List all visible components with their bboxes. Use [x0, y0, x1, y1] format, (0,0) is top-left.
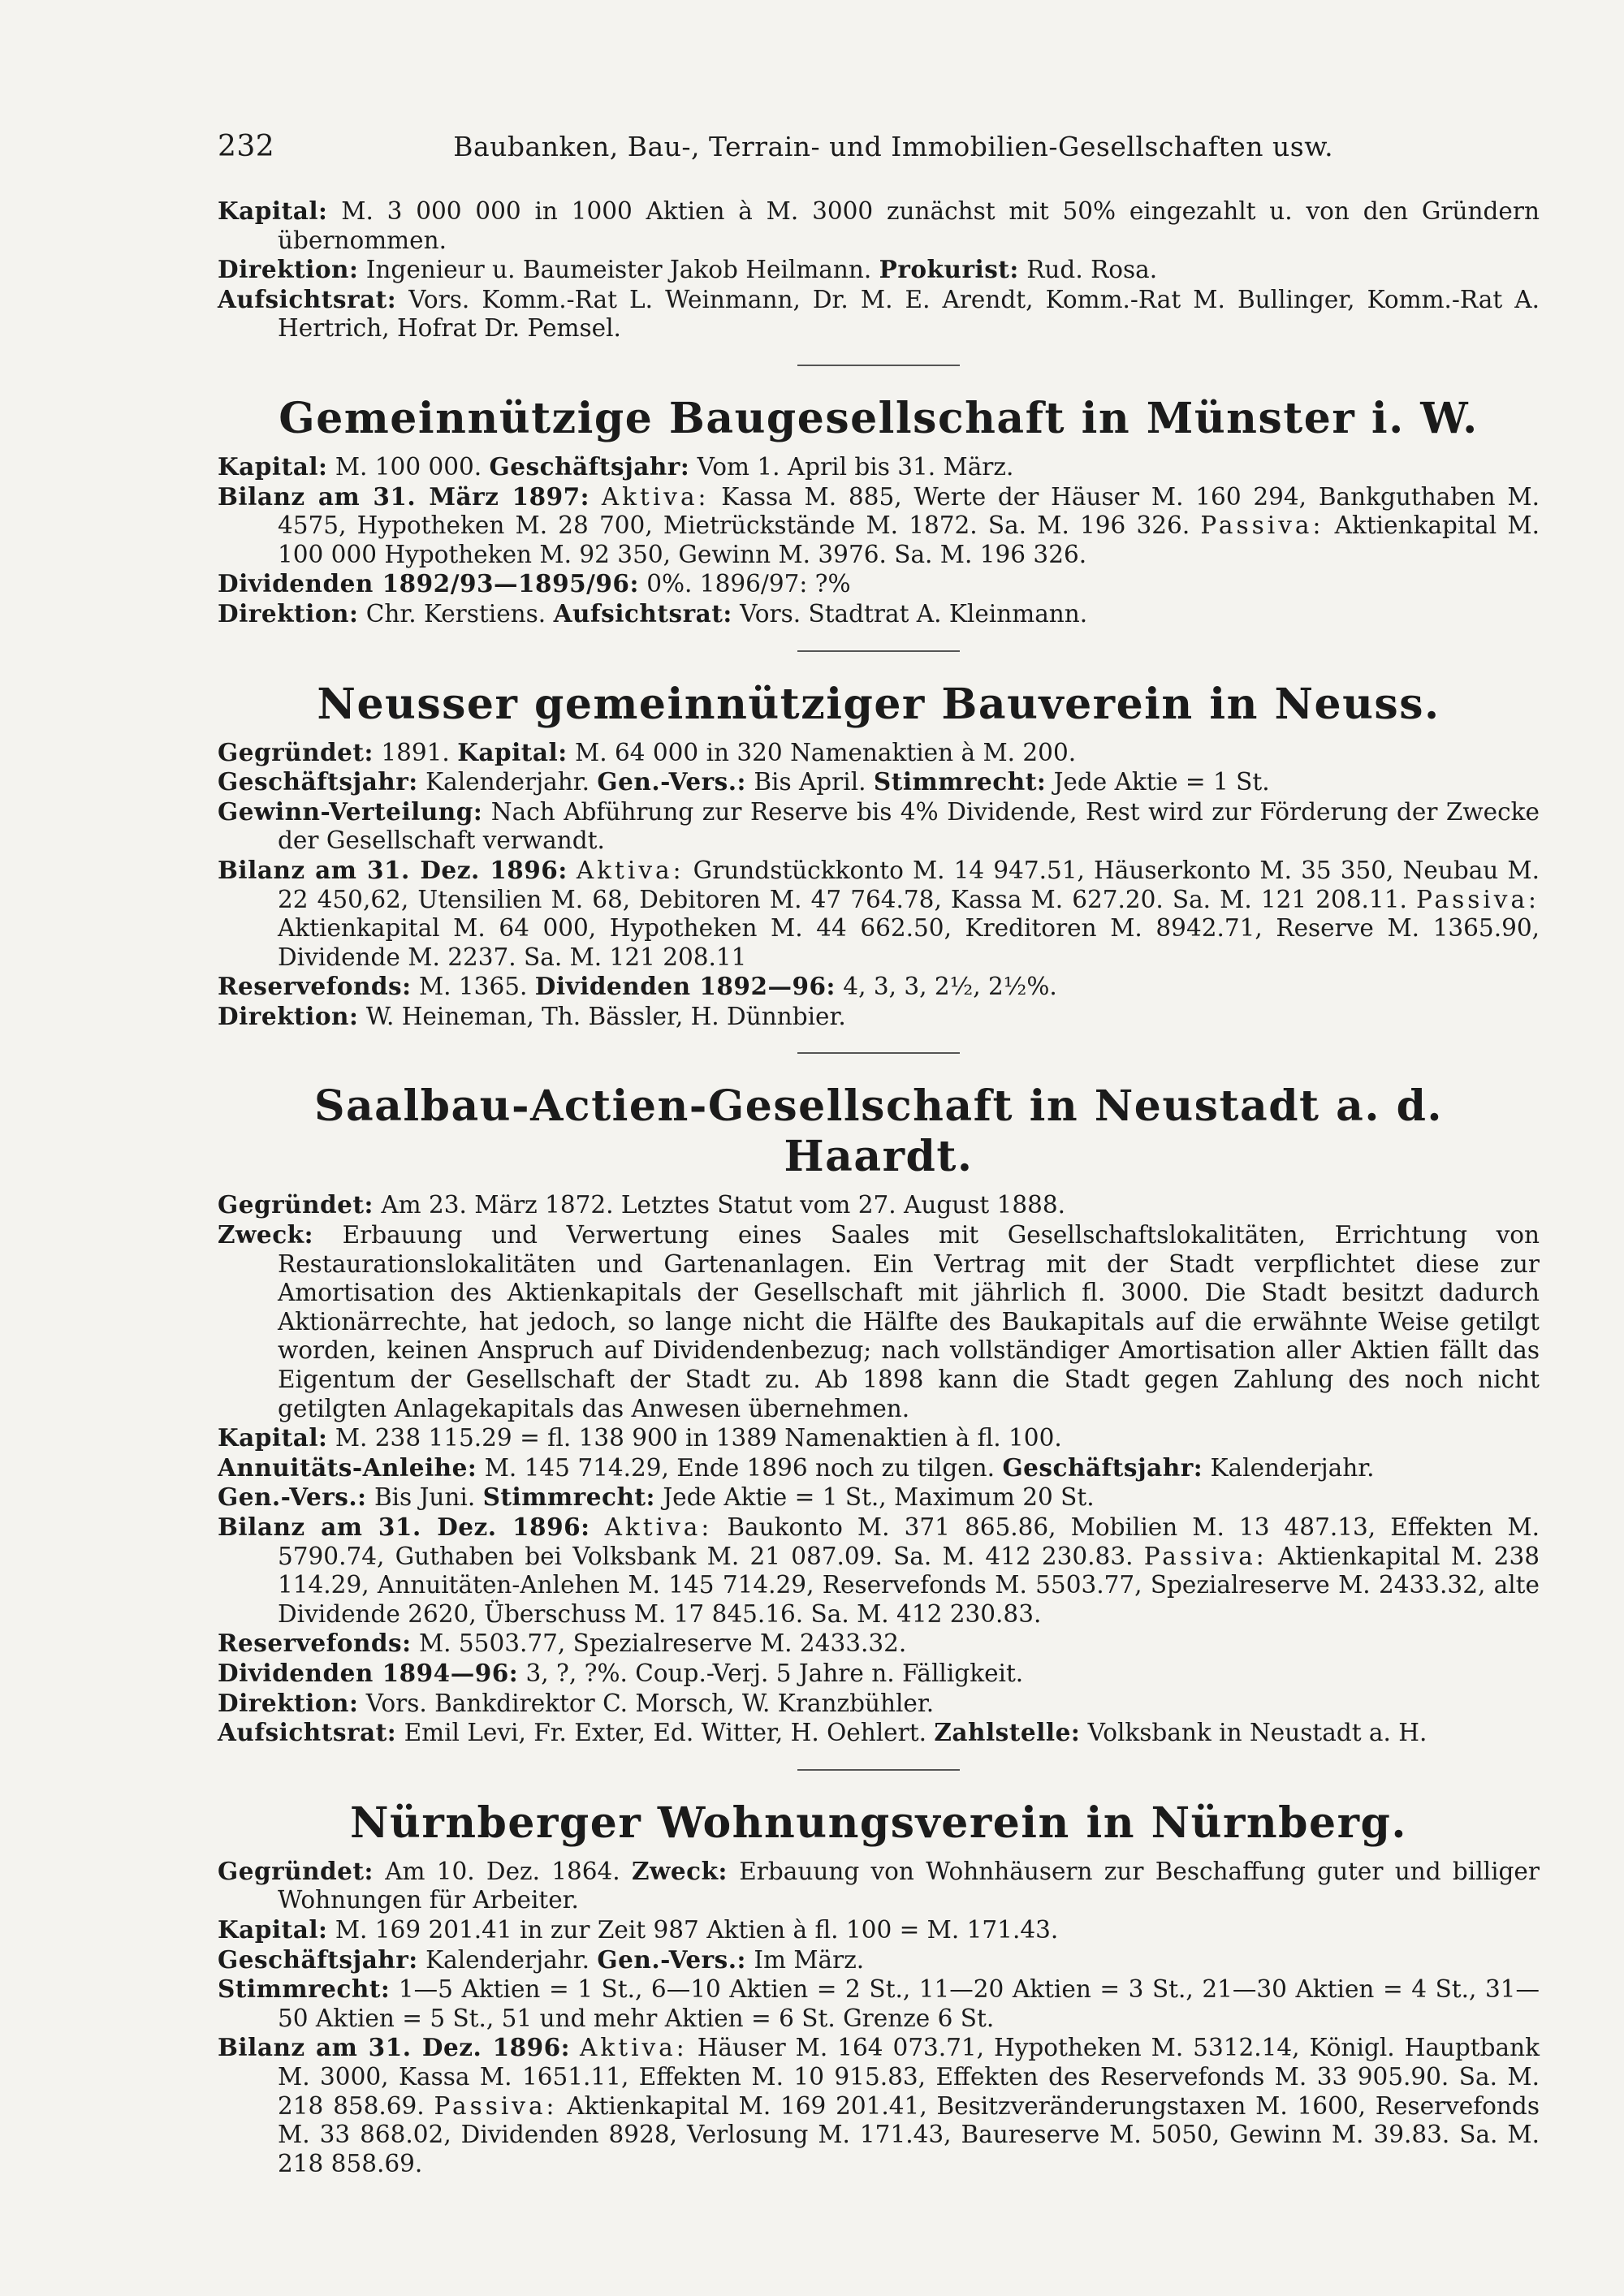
muenster-bilanz: Bilanz am 31. März 1897: Aktiva: Kassa M. 885, Werte der Häuser M. 160 294, Bankguthaben M. 4575, Hypotheken M. 28 700, Mietrückstände M. 1872. Sa. M. 196 326. Passiva: Aktienkapital M. 100 000 Hypotheken M. 92 350, Gewinn M. 3976. Sa. M. 196 326. [218, 481, 1540, 568]
neuss-geschaeftsjahr: Geschäftsjahr: Kalenderjahr. Gen.-Vers.: Bis April. Stimmrecht: Jede Aktie = 1 St. [218, 767, 1270, 796]
section-title-neuss: Neusser gemeinnütziger Bauverein in Neuss. [317, 679, 1440, 729]
muenster-kapital: Kapital: M. 100 000. Geschäftsjahr: Vom 1. April bis 31. März. [218, 451, 1014, 481]
neuss-gewinnverteilung: Gewinn-Verteilung: Nach Abführung zur Reserve bis 4% Dividende, Rest wird zur Förderung der Zwecke der Gesellschaft verwandt. [218, 796, 1540, 855]
nuernberg-stimmrecht: Stimmrecht: 1—5 Aktien = 1 St., 6—10 Aktien = 2 St., 11—20 Aktien = 3 St., 21—30 Aktien = 4 St., 31—50 Aktien = 5 St., 51 und mehr Aktien = 6 St. Grenze 6 St. [218, 1974, 1540, 2032]
neustadt-gegruendet: Gegründet: Am 23. März 1872. Letztes Statut vom 27. August 1888. [218, 1190, 1066, 1219]
page-number: 232 [218, 130, 275, 163]
muenster-direktion: Direktion: Chr. Kerstiens. Aufsichtsrat: Vors. Stadtrat A. Kleinmann. [218, 598, 1088, 628]
neustadt-anleihe: Annuitäts-Anleihe: M. 145 714.29, Ende 1896 noch zu tilgen. Geschäftsjahr: Kalenderjahr. [218, 1452, 1375, 1482]
intro-kapital: Kapital: M. 3 000 000 in 1000 Aktien à M. 3000 zunächst mit 50% eingezahlt u. von den Gründern übernommen. [218, 196, 1540, 254]
muenster-dividenden: Dividenden 1892/93—1895/96: 0%. 1896/97: ?% [218, 569, 851, 598]
neustadt-kapital: Kapital: M. 238 115.29 = fl. 138 900 in 1389 Namenaktien à fl. 100. [218, 1423, 1062, 1452]
intro-direktion: Direktion: Ingenieur u. Baumeister Jakob Heilmann. Prokurist: Rud. Rosa. [218, 255, 1158, 284]
running-title: Baubanken, Bau-, Terrain- und Immobilien-Gesellschaften usw. [453, 131, 1334, 162]
section-title-muenster: Gemeinnützige Baugesellschaft in Münster i. W. [279, 393, 1479, 443]
neuss-reservefonds: Reservefonds: M. 1365. Dividenden 1892—96: 4, 3, 3, 2½, 2½%. [218, 972, 1057, 1001]
neuss-gegruendet: Gegründet: 1891. Kapital: M. 64 000 in 320 Namenaktien à M. 200. [218, 737, 1077, 766]
page-content [218, 196, 1540, 2178]
section-divider [797, 1052, 960, 1054]
section-divider [797, 650, 960, 652]
neustadt-direktion: Direktion: Vors. Bankdirektor C. Morsch, W. Kranzbühler. [218, 1688, 935, 1717]
neustadt-zweck: Zweck: Erbauung und Verwertung eines Saales mit Gesellschaftslokalitäten, Errichtung von Restaurationslokalitäten und Gartenanlagen. Ein Vertrag mit der Stadt verpflichtet diese zur Amortisation des Aktienkapitals der Gesellschaft mit jährlich fl. 3000. Die Stadt besitzt dadurch Aktionärrechte, hat jedoch, so lange nicht die Hälfte des Baukapitals auf die erwähnte Weise getilgt worden, keinen Anspruch auf Dividendenbezug; nach vollständiger Amortisation aller Aktien fällt das Eigentum der Gesellschaft der Stadt zu. Ab 1898 kann die Stadt gegen Zahlung des noch nicht getilgten Anlagekapitals das Anwesen übernehmen. [218, 1220, 1540, 1422]
neustadt-bilanz: Bilanz am 31. Dez. 1896: Aktiva: Baukonto M. 371 865.86, Mobilien M. 13 487.13, Effekten M. 5790.74, Guthaben bei Volksbank M. 21 087.09. Sa. M. 412 230.83. Passiva: Aktienkapital M. 238 114.29, Annuitäten-Anlehen M. 145 714.29, Reservefonds M. 5503.77, Spezialreserve M. 2433.32, alte Dividende 2620, Überschuss M. 17 845.16. Sa. M. 412 230.83. [218, 1513, 1540, 1628]
neuss-bilanz: Bilanz am 31. Dez. 1896: Aktiva: Grundstückkonto M. 14 947.51, Häuserkonto M. 35 350, Neubau M. 22 450,62, Utensilien M. 68, Debitoren M. 47 764.78, Kassa M. 627.20. Sa. M. 121 208.11. Passiva: Aktienkapital M. 64 000, Hypotheken M. 44 662.50, Kreditoren M. 8942.71, Reserve M. 1365.90, Dividende M. 2237. Sa. M. 121 208.11 [218, 855, 1540, 971]
neustadt-genvers: Gen.-Vers.: Bis Juni. Stimmrecht: Jede Aktie = 1 St., Maximum 20 St. [218, 1482, 1095, 1512]
neustadt-dividenden: Dividenden 1894—96: 3, ?, ?%. Coup.-Verj. 5 Jahre n. Fälligkeit. [218, 1658, 1024, 1687]
section-title-nuernberg: Nürnberger Wohnungsverein in Nürnberg. [350, 1798, 1407, 1848]
neustadt-reservefonds: Reservefonds: M. 5503.77, Spezialreserve M. 2433.32. [218, 1629, 907, 1658]
intro-aufsichtsrat: Aufsichtsrat: Vors. Komm.-Rat L. Weinmann, Dr. M. E. Arendt, Komm.-Rat M. Bullinger, Komm.-Rat A. Hertrich, Hofrat Dr. Pemsel. [218, 284, 1540, 343]
nuernberg-geschaeftsjahr: Geschäftsjahr: Kalenderjahr. Gen.-Vers.: Im März. [218, 1944, 865, 1974]
running-head [218, 130, 1541, 163]
section-divider [797, 365, 960, 366]
nuernberg-gegruendet: Gegründet: Am 10. Dez. 1864. Zweck: Erbauung von Wohnhäusern zur Beschaffung guter und billiger Wohnungen für Arbeiter. [218, 1856, 1540, 1914]
section-divider [797, 1769, 960, 1771]
nuernberg-kapital: Kapital: M. 169 201.41 in zur Zeit 987 Aktien à fl. 100 = M. 171.43. [218, 1914, 1059, 1944]
neustadt-aufsichtsrat: Aufsichtsrat: Emil Levi, Fr. Exter, Ed. Witter, H. Oehlert. Zahlstelle: Volksbank in Neustadt a. H. [218, 1718, 1427, 1747]
neuss-direktion: Direktion: W. Heineman, Th. Bässler, H. Dünnbier. [218, 1001, 846, 1030]
section-title-neustadt: Saalbau-Actien-Gesellschaft in Neustadt a. d. Haardt. [313, 1081, 1444, 1182]
nuernberg-bilanz: Bilanz am 31. Dez. 1896: Aktiva: Häuser M. 164 073.71, Hypotheken M. 5312.14, Königl. Hauptbank M. 3000, Kassa M. 1651.11, Effekten M. 10 915.83, Effekten des Reservefonds M. 33 905.90. Sa. M. 218 858.69. Passiva: Aktienkapital M. 169 201.41, Besitzveränderungstaxen M. 1600, Reservefonds M. 33 868.02, Dividenden 8928, Verlosung M. 171.43, Baureserve M. 5050, Gewinn M. 39.83. Sa. M. 218 858.69. [218, 2033, 1540, 2177]
